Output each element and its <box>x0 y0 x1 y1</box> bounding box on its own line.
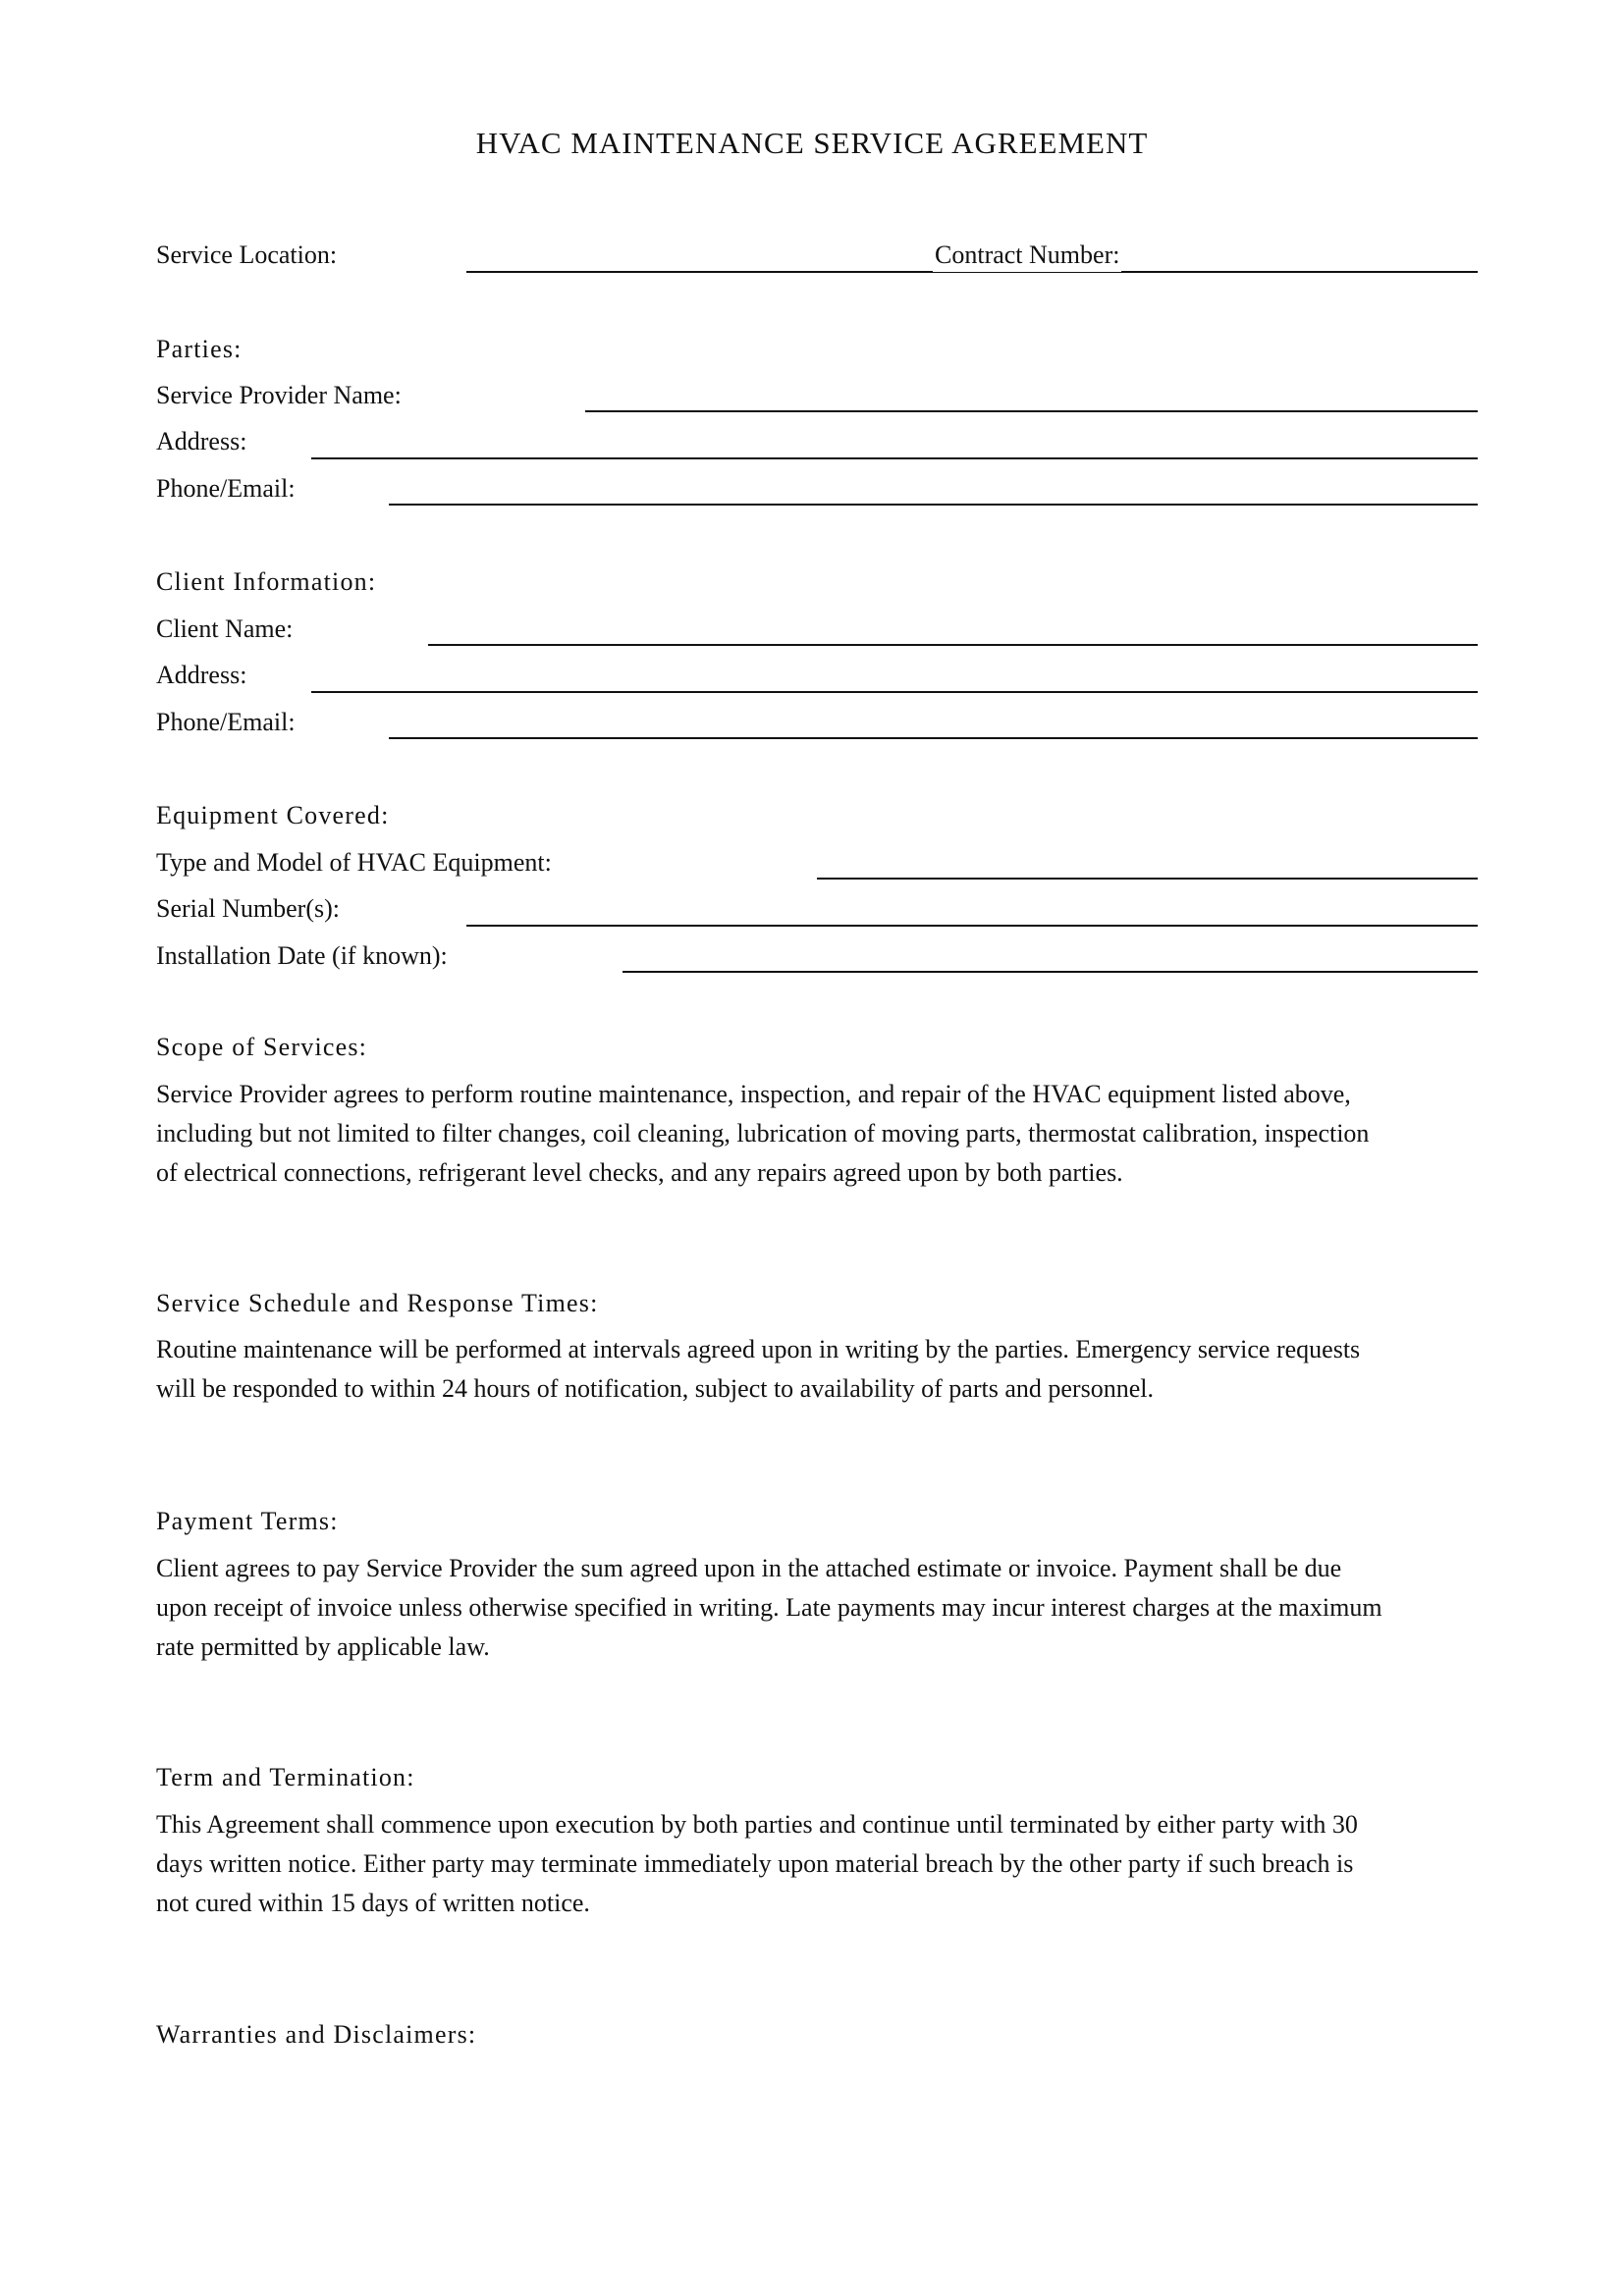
client-name-label: Client Name: <box>156 614 294 643</box>
schedule-heading: Service Schedule and Response Times: <box>156 1289 599 1317</box>
schedule-line: Routine maintenance will be performed at intervals agreed upon in writing by the parties. Emergency service requests <box>156 1335 1361 1363</box>
term-paragraph <box>156 1805 1482 1923</box>
contract-number-label: Contract Number: <box>933 239 1121 272</box>
equipment-heading: Equipment Covered: <box>156 801 390 829</box>
term-line: This Agreement shall commence upon execution by both parties and continue until terminated by either party with 30 <box>156 1810 1358 1839</box>
schedule-paragraph <box>156 1330 1482 1409</box>
payment-line: upon receipt of invoice unless otherwise specified in writing. Late payments may incur interest charges at the maximum <box>156 1593 1382 1622</box>
client-phone-email-label: Phone/Email: <box>156 708 296 736</box>
scope-line: including but not limited to filter changes, coil cleaning, lubrication of moving parts, thermostat calibration, inspection <box>156 1119 1370 1148</box>
client-address-field[interactable] <box>311 691 1478 693</box>
warranties-heading: Warranties and Disclaimers: <box>156 2020 477 2049</box>
provider-address-label: Address: <box>156 427 247 455</box>
payment-heading: Payment Terms: <box>156 1507 339 1535</box>
equipment-type-model-field[interactable] <box>817 878 1478 880</box>
payment-line: rate permitted by applicable law. <box>156 1632 490 1661</box>
provider-address-field[interactable] <box>311 457 1478 459</box>
document-title: HVAC MAINTENANCE SERVICE AGREEMENT <box>475 126 1149 160</box>
installation-date-label: Installation Date (if known): <box>156 941 448 970</box>
scope-line: of electrical connections, refrigerant level checks, and any repairs agreed upon by both parties. <box>156 1158 1123 1187</box>
term-heading: Term and Termination: <box>156 1763 415 1791</box>
installation-date-field[interactable] <box>623 971 1478 973</box>
client-address-label: Address: <box>156 661 247 689</box>
equipment-type-model-label: Type and Model of HVAC Equipment: <box>156 848 552 877</box>
provider-name-field[interactable] <box>585 410 1478 412</box>
serial-number-field[interactable] <box>466 925 1478 927</box>
payment-paragraph <box>156 1549 1482 1667</box>
scope-paragraph <box>156 1075 1482 1193</box>
provider-phone-email-label: Phone/Email: <box>156 474 296 503</box>
term-line: days written notice. Either party may terminate immediately upon material breach by the other party if such breach is <box>156 1849 1354 1878</box>
provider-name-label: Service Provider Name: <box>156 381 402 409</box>
scope-heading: Scope of Services: <box>156 1033 368 1061</box>
term-line: not cured within 15 days of written notice. <box>156 1889 590 1917</box>
scope-line: Service Provider agrees to perform routine maintenance, inspection, and repair of the HVAC equipment listed above, <box>156 1080 1351 1108</box>
client-name-field[interactable] <box>428 644 1478 646</box>
provider-phone-email-field[interactable] <box>389 504 1478 506</box>
payment-line: Client agrees to pay Service Provider the sum agreed upon in the attached estimate or invoice. Payment shall be due <box>156 1554 1342 1582</box>
client-info-heading: Client Information: <box>156 567 377 596</box>
parties-heading: Parties: <box>156 335 243 363</box>
schedule-line: will be responded to within 24 hours of notification, subject to availability of parts and personnel. <box>156 1374 1154 1403</box>
serial-number-label: Serial Number(s): <box>156 894 341 923</box>
client-phone-email-field[interactable] <box>389 737 1478 739</box>
service-location-label: Service Location: <box>156 240 338 269</box>
